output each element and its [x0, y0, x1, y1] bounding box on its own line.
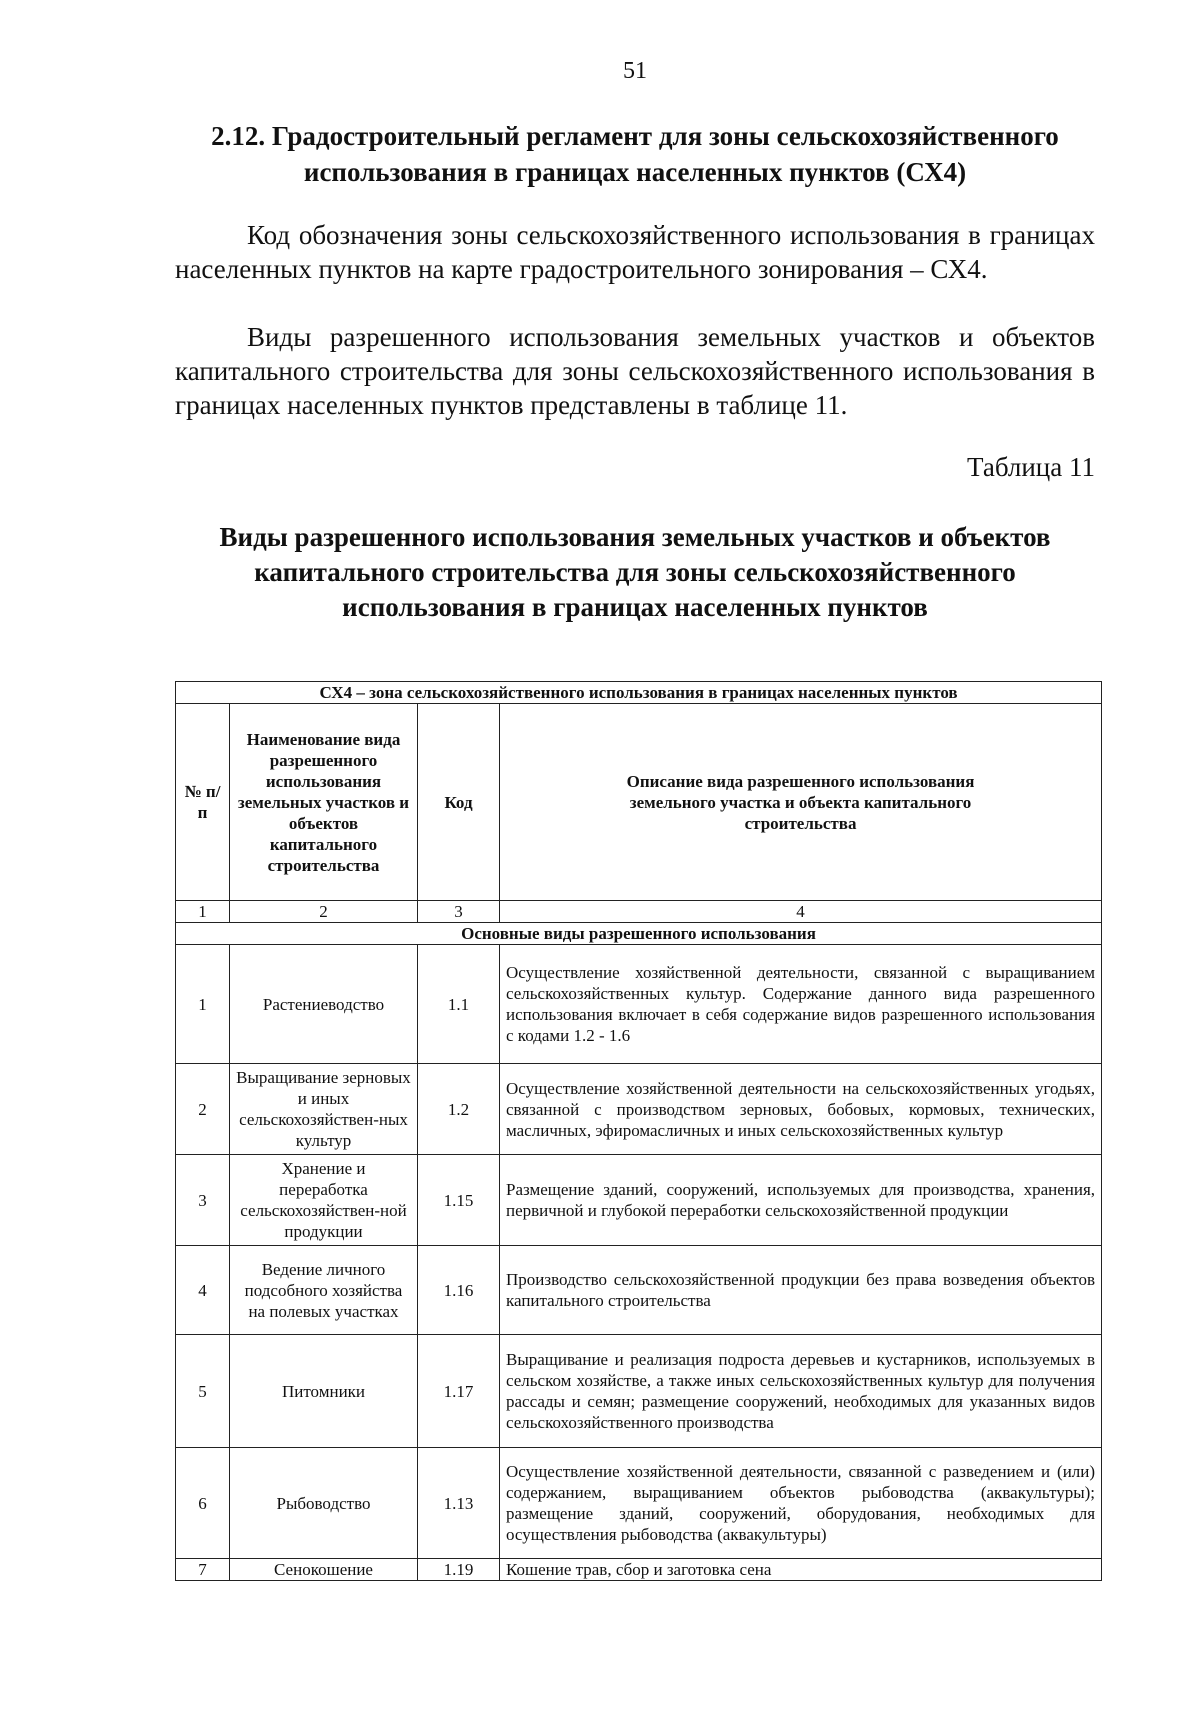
row-code: 1.17 [418, 1335, 500, 1448]
col-number: 2 [230, 901, 418, 923]
col-number: 1 [176, 901, 230, 923]
row-name: Выращивание зерновых и иных сельскохозяйствен-ных культур [230, 1064, 418, 1155]
intro-paragraph-zone-code: Код обозначения зоны сельскохозяйственного использования в границах населенных пунктов на карте градостроительного зонирования – СХ4. [175, 220, 1095, 284]
col-number: 3 [418, 901, 500, 923]
row-num: 4 [176, 1246, 230, 1335]
row-description: Выращивание и реализация подроста деревьев и кустарников, используемых в сельском хозяйстве, а также иных сельскохозяйственных культур для получения рассады и семян; размещение сооружений, необходимых для указанных видов сельскохозяйственного производства [500, 1335, 1102, 1448]
row-num: 6 [176, 1448, 230, 1559]
table-row [176, 1155, 1102, 1246]
row-name: Рыбоводство [230, 1448, 418, 1559]
page-number: 51 [623, 58, 647, 84]
row-code: 1.2 [418, 1064, 500, 1155]
row-name: Растениеводство [230, 945, 418, 1064]
table-title: Виды разрешенного использования земельных участков и объектов капитального строительства для зоны сельскохозяйственного использования в границах населенных пунктов [219, 522, 1051, 622]
table-row [176, 1335, 1102, 1448]
row-num: 3 [176, 1155, 230, 1246]
row-code: 1.16 [418, 1246, 500, 1335]
col-header-name: Наименование вида разрешенного использования земельных участков и объектов капитального строительства [230, 704, 418, 901]
table-row [176, 1448, 1102, 1559]
col-header-description: Описание вида разрешенного использования земельного участка и объекта капитального строительства [500, 704, 1102, 901]
row-code: 1.19 [418, 1559, 500, 1581]
table-label: Таблица 11 [967, 452, 1095, 482]
col-header-code: Код [418, 704, 500, 901]
row-code: 1.13 [418, 1448, 500, 1559]
table-row [176, 945, 1102, 1064]
row-code: 1.1 [418, 945, 500, 1064]
group-title: Основные виды разрешенного использования [176, 923, 1102, 945]
row-description: Производство сельскохозяйственной продукции без права возведения объектов капитального строительства [500, 1246, 1102, 1335]
row-description: Осуществление хозяйственной деятельности, связанной с выращиванием сельскохозяйственных культур. Содержание данного вида разрешенного использования включает в себя содержание видов разрешенного использования с кодами 1.2 - 1.6 [500, 945, 1102, 1064]
row-num: 1 [176, 945, 230, 1064]
table-row [176, 1246, 1102, 1335]
row-description: Кошение трав, сбор и заготовка сена [500, 1559, 1102, 1581]
col-number: 4 [500, 901, 1102, 923]
row-num: 2 [176, 1064, 230, 1155]
row-description: Осуществление хозяйственной деятельности, связанной с разведением и (или) содержанием, выращиванием объектов рыбоводства (аквакультуры); размещение зданий, сооружений, оборудования, необходимых для осуществления рыбоводства (аквакультуры) [500, 1448, 1102, 1559]
table-row [176, 1064, 1102, 1155]
row-code: 1.15 [418, 1155, 500, 1246]
zone-header: СХ4 – зона сельскохозяйственного использования в границах населенных пунктов [176, 682, 1102, 704]
row-description: Размещение зданий, сооружений, используемых для производства, хранения, первичной и глубокой переработки сельскохозяйственной продукции [500, 1155, 1102, 1246]
row-description: Осуществление хозяйственной деятельности на сельскохозяйственных угодьях, связанной с производством зерновых, бобовых, кормовых, технических, масличных, эфиромасличных и иных сельскохозяйственных культур [500, 1064, 1102, 1155]
row-name: Ведение личного подсобного хозяйства на полевых участках [230, 1246, 418, 1335]
row-name: Хранение и переработка сельскохозяйствен-ной продукции [230, 1155, 418, 1246]
row-name: Питомники [230, 1335, 418, 1448]
row-num: 5 [176, 1335, 230, 1448]
intro-paragraph-usage-types: Виды разрешенного использования земельных участков и объектов капитального строительства для зоны сельскохозяйственного использования в границах населенных пунктов представлены в таблице 11. [175, 322, 1095, 420]
table-row [176, 1559, 1102, 1581]
row-name: Сенокошение [230, 1559, 418, 1581]
col-header-num: № п/п [176, 704, 230, 901]
section-title: 2.12. Градостроительный регламент для зоны сельскохозяйственного использования в границах населенных пунктов (СХ4) [211, 121, 1059, 187]
usage-types-table [175, 681, 1102, 1581]
row-num: 7 [176, 1559, 230, 1581]
